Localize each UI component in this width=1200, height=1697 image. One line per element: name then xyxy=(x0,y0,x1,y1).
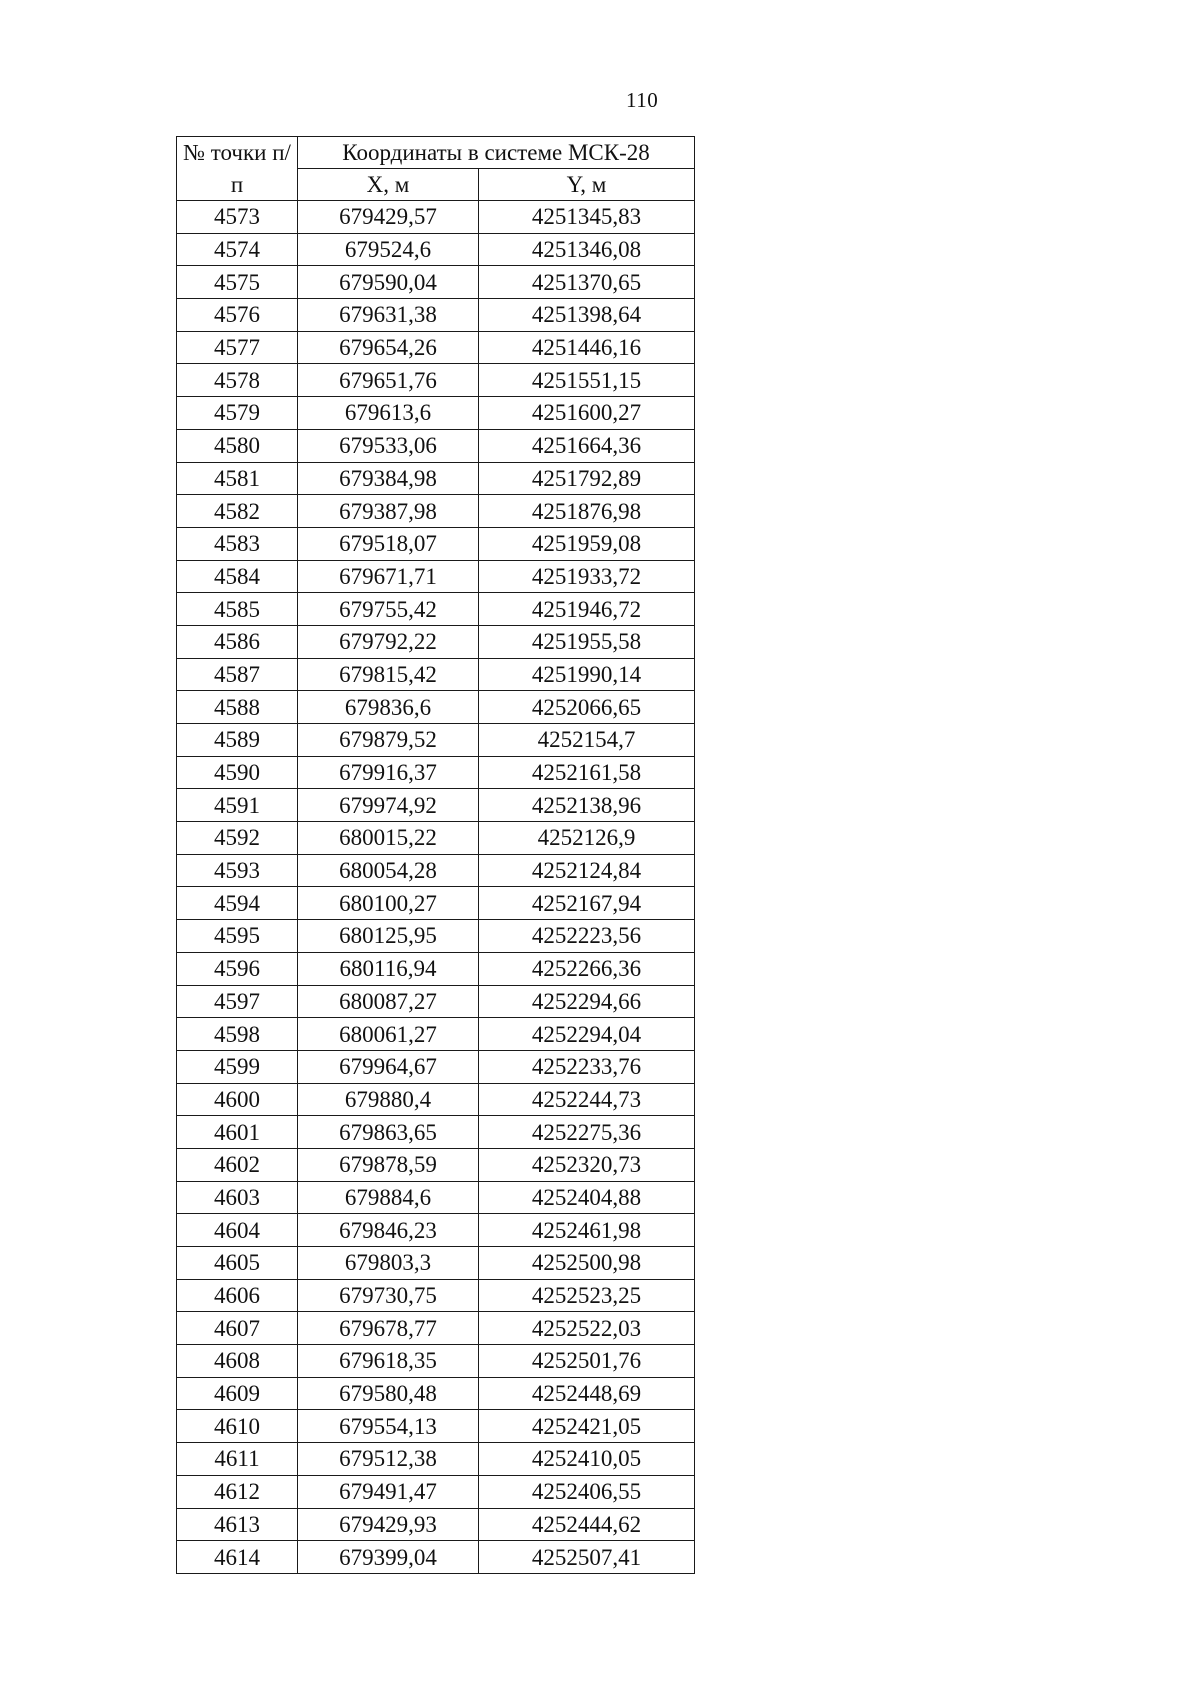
y-coordinate-cell: 4252507,41 xyxy=(479,1541,695,1574)
x-coordinate-cell: 679429,93 xyxy=(298,1508,479,1541)
y-coordinate-cell: 4251551,15 xyxy=(479,364,695,397)
y-coordinate-cell: 4252244,73 xyxy=(479,1083,695,1116)
table-row xyxy=(177,1443,695,1476)
y-coordinate-cell: 4252138,96 xyxy=(479,789,695,822)
y-coordinate-cell: 4252501,76 xyxy=(479,1345,695,1378)
table-row xyxy=(177,201,695,234)
y-coordinate-cell: 4251664,36 xyxy=(479,429,695,462)
x-coordinate-cell: 679846,23 xyxy=(298,1214,479,1247)
table-row xyxy=(177,756,695,789)
x-coordinate-cell: 679879,52 xyxy=(298,724,479,757)
x-coordinate-cell: 679836,6 xyxy=(298,691,479,724)
y-coordinate-cell: 4252154,7 xyxy=(479,724,695,757)
point-number-cell: 4599 xyxy=(177,1050,298,1083)
point-number-cell: 4601 xyxy=(177,1116,298,1149)
table-row xyxy=(177,1148,695,1181)
x-coordinate-cell: 680054,28 xyxy=(298,854,479,887)
x-coordinate-cell: 679974,92 xyxy=(298,789,479,822)
table-row xyxy=(177,920,695,953)
point-number-cell: 4584 xyxy=(177,560,298,593)
table-row xyxy=(177,1181,695,1214)
x-coordinate-cell: 679792,22 xyxy=(298,625,479,658)
y-coordinate-cell: 4252421,05 xyxy=(479,1410,695,1443)
y-coordinate-cell: 4251959,08 xyxy=(479,527,695,560)
point-number-cell: 4589 xyxy=(177,724,298,757)
point-number-cell: 4609 xyxy=(177,1377,298,1410)
table-row xyxy=(177,1279,695,1312)
table-row xyxy=(177,854,695,887)
point-number-cell: 4606 xyxy=(177,1279,298,1312)
table-body xyxy=(177,201,695,1574)
point-number-cell: 4613 xyxy=(177,1508,298,1541)
y-coordinate-cell: 4252461,98 xyxy=(479,1214,695,1247)
y-coordinate-cell: 4252410,05 xyxy=(479,1443,695,1476)
x-coordinate-cell: 679524,6 xyxy=(298,233,479,266)
point-number-cell: 4605 xyxy=(177,1247,298,1280)
table-row xyxy=(177,1475,695,1508)
y-coordinate-cell: 4252320,73 xyxy=(479,1148,695,1181)
y-coordinate-cell: 4251370,65 xyxy=(479,266,695,299)
x-coordinate-cell: 679863,65 xyxy=(298,1116,479,1149)
x-column-header: X, м xyxy=(298,169,479,201)
y-coordinate-cell: 4251990,14 xyxy=(479,658,695,691)
y-coordinate-cell: 4252124,84 xyxy=(479,854,695,887)
point-number-cell: 4594 xyxy=(177,887,298,920)
y-coordinate-cell: 4251446,16 xyxy=(479,331,695,364)
x-coordinate-cell: 679533,06 xyxy=(298,429,479,462)
y-coordinate-cell: 4252167,94 xyxy=(479,887,695,920)
coordinates-table xyxy=(176,136,695,1574)
x-coordinate-cell: 680061,27 xyxy=(298,1018,479,1051)
point-number-cell: 4583 xyxy=(177,527,298,560)
y-coordinate-cell: 4252275,36 xyxy=(479,1116,695,1149)
table-row xyxy=(177,1116,695,1149)
point-number-cell: 4596 xyxy=(177,952,298,985)
y-coordinate-cell: 4252500,98 xyxy=(479,1247,695,1280)
table-row xyxy=(177,1541,695,1574)
y-coordinate-cell: 4252126,9 xyxy=(479,822,695,855)
table-row xyxy=(177,1050,695,1083)
x-coordinate-cell: 680116,94 xyxy=(298,952,479,985)
y-coordinate-cell: 4251946,72 xyxy=(479,593,695,626)
table-row xyxy=(177,1018,695,1051)
x-coordinate-cell: 679878,59 xyxy=(298,1148,479,1181)
y-coordinate-cell: 4251345,83 xyxy=(479,201,695,234)
x-coordinate-cell: 679512,38 xyxy=(298,1443,479,1476)
x-coordinate-cell: 679491,47 xyxy=(298,1475,479,1508)
table-row xyxy=(177,952,695,985)
x-coordinate-cell: 679803,3 xyxy=(298,1247,479,1280)
y-coordinate-cell: 4252406,55 xyxy=(479,1475,695,1508)
table-row xyxy=(177,1345,695,1378)
table-row xyxy=(177,462,695,495)
point-number-cell: 4575 xyxy=(177,266,298,299)
table-row xyxy=(177,822,695,855)
point-number-cell: 4597 xyxy=(177,985,298,1018)
point-number-cell: 4574 xyxy=(177,233,298,266)
y-coordinate-cell: 4251876,98 xyxy=(479,495,695,528)
x-coordinate-cell: 679815,42 xyxy=(298,658,479,691)
table-row xyxy=(177,560,695,593)
x-coordinate-cell: 679590,04 xyxy=(298,266,479,299)
table-row xyxy=(177,789,695,822)
y-column-header: Y, м xyxy=(479,169,695,201)
y-coordinate-cell: 4251792,89 xyxy=(479,462,695,495)
table-row xyxy=(177,266,695,299)
y-coordinate-cell: 4252444,62 xyxy=(479,1508,695,1541)
point-number-cell: 4577 xyxy=(177,331,298,364)
y-coordinate-cell: 4252523,25 xyxy=(479,1279,695,1312)
y-coordinate-cell: 4251600,27 xyxy=(479,397,695,430)
x-coordinate-cell: 679916,37 xyxy=(298,756,479,789)
point-number-cell: 4587 xyxy=(177,658,298,691)
point-number-cell: 4579 xyxy=(177,397,298,430)
point-number-cell: 4598 xyxy=(177,1018,298,1051)
x-coordinate-cell: 680125,95 xyxy=(298,920,479,953)
point-number-cell: 4586 xyxy=(177,625,298,658)
table-row xyxy=(177,658,695,691)
x-coordinate-cell: 679554,13 xyxy=(298,1410,479,1443)
table-row xyxy=(177,724,695,757)
point-number-cell: 4607 xyxy=(177,1312,298,1345)
coordinates-system-header: Координаты в системе МСК-28 xyxy=(298,137,695,169)
point-number-cell: 4590 xyxy=(177,756,298,789)
y-coordinate-cell: 4252223,56 xyxy=(479,920,695,953)
x-coordinate-cell: 680100,27 xyxy=(298,887,479,920)
y-coordinate-cell: 4252266,36 xyxy=(479,952,695,985)
table-row xyxy=(177,1508,695,1541)
table-row xyxy=(177,364,695,397)
x-coordinate-cell: 679618,35 xyxy=(298,1345,479,1378)
point-number-cell: 4595 xyxy=(177,920,298,953)
y-coordinate-cell: 4252294,04 xyxy=(479,1018,695,1051)
point-number-cell: 4582 xyxy=(177,495,298,528)
x-coordinate-cell: 679631,38 xyxy=(298,299,479,332)
y-coordinate-cell: 4252522,03 xyxy=(479,1312,695,1345)
point-number-cell: 4591 xyxy=(177,789,298,822)
table-row xyxy=(177,1247,695,1280)
y-coordinate-cell: 4252448,69 xyxy=(479,1377,695,1410)
table-row xyxy=(177,429,695,462)
table-row xyxy=(177,887,695,920)
point-number-cell: 4593 xyxy=(177,854,298,887)
y-coordinate-cell: 4252066,65 xyxy=(479,691,695,724)
x-coordinate-cell: 680015,22 xyxy=(298,822,479,855)
x-coordinate-cell: 679518,07 xyxy=(298,527,479,560)
table-row xyxy=(177,1214,695,1247)
x-coordinate-cell: 679399,04 xyxy=(298,1541,479,1574)
y-coordinate-cell: 4251346,08 xyxy=(479,233,695,266)
point-number-cell: 4603 xyxy=(177,1181,298,1214)
x-coordinate-cell: 679429,57 xyxy=(298,201,479,234)
x-coordinate-cell: 679671,71 xyxy=(298,560,479,593)
x-coordinate-cell: 679654,26 xyxy=(298,331,479,364)
table-row xyxy=(177,495,695,528)
table-row xyxy=(177,299,695,332)
y-coordinate-cell: 4252294,66 xyxy=(479,985,695,1018)
table-row xyxy=(177,593,695,626)
table-row xyxy=(177,233,695,266)
x-coordinate-cell: 679884,6 xyxy=(298,1181,479,1214)
table-row xyxy=(177,331,695,364)
point-number-cell: 4585 xyxy=(177,593,298,626)
point-number-cell: 4576 xyxy=(177,299,298,332)
x-coordinate-cell: 679755,42 xyxy=(298,593,479,626)
page-number: 110 xyxy=(626,88,659,112)
point-number-cell: 4592 xyxy=(177,822,298,855)
table-row xyxy=(177,527,695,560)
table-row xyxy=(177,397,695,430)
point-number-cell: 4611 xyxy=(177,1443,298,1476)
y-coordinate-cell: 4251955,58 xyxy=(479,625,695,658)
table-row xyxy=(177,1410,695,1443)
point-number-cell: 4602 xyxy=(177,1148,298,1181)
y-coordinate-cell: 4252161,58 xyxy=(479,756,695,789)
point-number-cell: 4581 xyxy=(177,462,298,495)
x-coordinate-cell: 679613,6 xyxy=(298,397,479,430)
x-coordinate-cell: 679880,4 xyxy=(298,1083,479,1116)
point-number-cell: 4578 xyxy=(177,364,298,397)
y-coordinate-cell: 4251398,64 xyxy=(479,299,695,332)
x-coordinate-cell: 679580,48 xyxy=(298,1377,479,1410)
x-coordinate-cell: 679730,75 xyxy=(298,1279,479,1312)
x-coordinate-cell: 679678,77 xyxy=(298,1312,479,1345)
point-number-cell: 4608 xyxy=(177,1345,298,1378)
x-coordinate-cell: 679387,98 xyxy=(298,495,479,528)
x-coordinate-cell: 679651,76 xyxy=(298,364,479,397)
x-coordinate-cell: 680087,27 xyxy=(298,985,479,1018)
table-row xyxy=(177,1083,695,1116)
point-number-cell: 4604 xyxy=(177,1214,298,1247)
point-number-cell: 4612 xyxy=(177,1475,298,1508)
point-number-cell: 4614 xyxy=(177,1541,298,1574)
table-row xyxy=(177,985,695,1018)
point-number-cell: 4600 xyxy=(177,1083,298,1116)
y-coordinate-cell: 4252404,88 xyxy=(479,1181,695,1214)
table-row xyxy=(177,1377,695,1410)
point-number-cell: 4610 xyxy=(177,1410,298,1443)
table-row xyxy=(177,625,695,658)
point-number-cell: 4580 xyxy=(177,429,298,462)
y-coordinate-cell: 4251933,72 xyxy=(479,560,695,593)
table-row xyxy=(177,691,695,724)
point-number-header: № точки п/п xyxy=(177,137,298,201)
table-row xyxy=(177,1312,695,1345)
point-number-cell: 4588 xyxy=(177,691,298,724)
y-coordinate-cell: 4252233,76 xyxy=(479,1050,695,1083)
point-number-cell: 4573 xyxy=(177,201,298,234)
x-coordinate-cell: 679384,98 xyxy=(298,462,479,495)
x-coordinate-cell: 679964,67 xyxy=(298,1050,479,1083)
